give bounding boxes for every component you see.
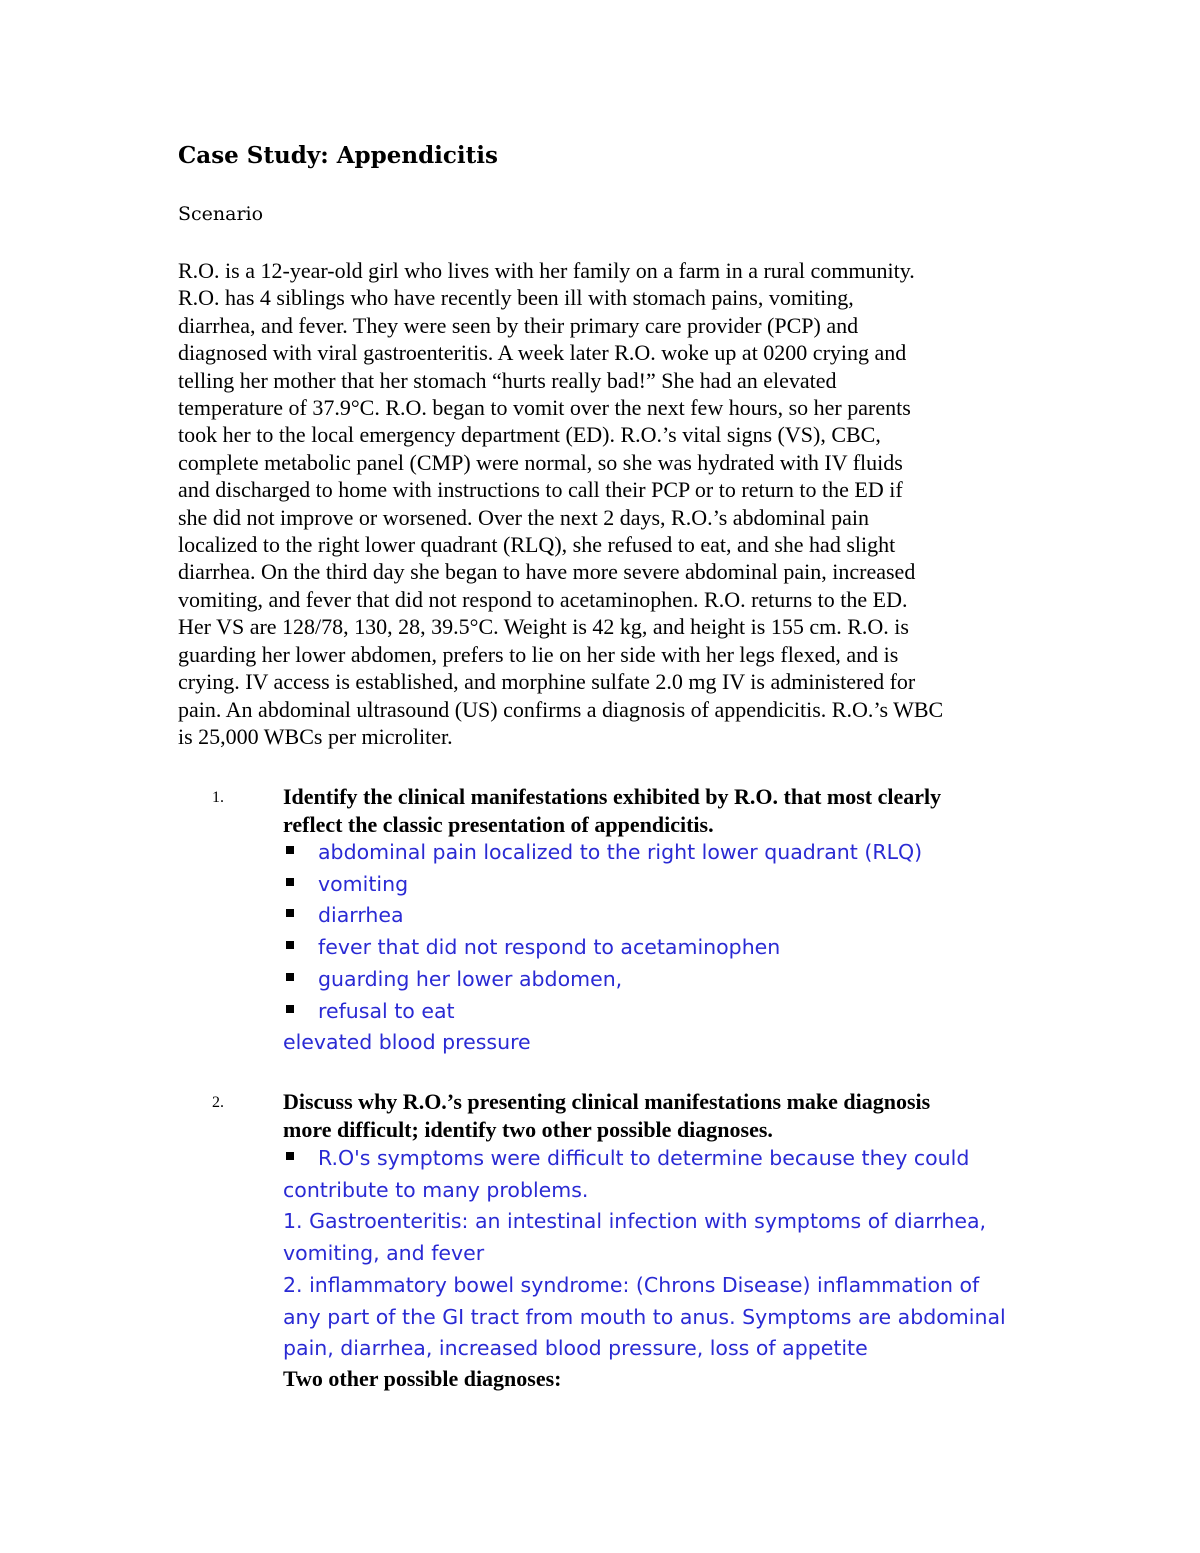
answer-extra-line: elevated blood pressure: [283, 1030, 531, 1055]
answer-bullet-item: [283, 996, 922, 1028]
scenario-line: diarrhea, and fever. They were seen by their primary care provider (PCP) and: [178, 312, 859, 338]
answer-line: vomiting, and fever: [283, 1241, 485, 1266]
question-2-trailing-label: Two other possible diagnoses:: [283, 1366, 562, 1391]
question-2-line: Discuss why R.O.’s presenting clinical manifestations make diagnosis: [283, 1089, 931, 1114]
answer-line: any part of the GI tract from mouth to anus. Symptoms are abdominal: [283, 1304, 1006, 1329]
scenario-line: complete metabolic panel (CMP) were normal, so she was hydrated with IV fluids: [178, 449, 903, 475]
scenario-line: telling her mother that her stomach “hurts really bad!” She had an elevated: [178, 367, 837, 393]
question-1-line: reflect the classic presentation of appendicitis.: [283, 811, 714, 837]
answer-text: fever that did not respond to acetaminophen: [318, 935, 781, 960]
answer-line: 1. Gastroenteritis: an intestinal infection with symptoms of diarrhea,: [283, 1209, 987, 1234]
answer-line: contribute to many problems.: [283, 1177, 589, 1202]
scenario-line: took her to the local emergency department (ED). R.O.’s vital signs (VS), CBC,: [178, 422, 881, 448]
question-1-text: [283, 783, 941, 838]
scenario-line: R.O. has 4 siblings who have recently been ill with stomach pains, vomiting,: [178, 285, 854, 311]
scenario-line: diagnosed with viral gastroenteritis. A week later R.O. woke up at 0200 crying and: [178, 340, 907, 366]
scenario-line: she did not improve or worsened. Over the next 2 days, R.O.’s abdominal pain: [178, 504, 870, 530]
answer-bullet-item: [283, 837, 922, 869]
answer-bullet-item: [283, 1143, 1006, 1175]
scenario-line: temperature of 37.9°C. R.O. began to vomit over the next few hours, so her parents: [178, 395, 911, 421]
section-label-scenario: Scenario: [178, 203, 264, 225]
document-title: Case Study: Appendicitis: [178, 142, 498, 169]
scenario-line: Her VS are 128/78, 130, 28, 39.5°C. Weight is 42 kg, and height is 155 cm. R.O. is: [178, 614, 909, 640]
question-2-text: [283, 1088, 930, 1143]
scenario-line: is 25,000 WBCs per microliter.: [178, 723, 453, 749]
scenario-line: vomiting, and fever that did not respond to acetaminophen. R.O. returns to the ED.: [178, 586, 908, 612]
answer-bullet-item: [283, 869, 922, 901]
square-bullet-icon: [286, 909, 294, 917]
answer-text: guarding her lower abdomen,: [318, 966, 623, 991]
square-bullet-icon: [286, 846, 294, 854]
scenario-paragraph: [178, 257, 1040, 750]
answer-text: refusal to eat: [318, 998, 455, 1023]
scenario-line: crying. IV access is established, and morphine sulfate 2.0 mg IV is administered for: [178, 669, 916, 695]
answer-bullet-item: [283, 900, 922, 932]
question-2-answers: [283, 1143, 1006, 1365]
square-bullet-icon: [286, 1005, 294, 1013]
answer-line: 2. inflammatory bowel syndrome: (Chrons Disease) inflammation of: [283, 1272, 980, 1297]
answer-text: R.O's symptoms were difficult to determine because they could: [318, 1146, 970, 1170]
scenario-line: pain. An abdominal ultrasound (US) confirms a diagnosis of appendicitis. R.O.’s WBC: [178, 696, 944, 722]
question-1-line: Identify the clinical manifestations exhibited by R.O. that most clearly: [283, 784, 942, 809]
square-bullet-icon: [286, 878, 294, 886]
answer-line: pain, diarrhea, increased blood pressure, loss of appetite: [283, 1336, 868, 1361]
square-bullet-icon: [286, 941, 294, 949]
scenario-line: diarrhea. On the third day she began to have more severe abdominal pain, increased: [178, 559, 916, 585]
answer-text: diarrhea: [318, 903, 404, 928]
question-1-number: 1.: [212, 789, 224, 806]
square-bullet-icon: [286, 1152, 294, 1160]
answer-bullet-item: [283, 964, 922, 996]
scenario-line: and discharged to home with instructions to call their PCP or to return to the ED if: [178, 477, 903, 503]
question-2-number: 2.: [212, 1094, 224, 1111]
answer-bullet-item: [283, 932, 922, 964]
scenario-line: R.O. is a 12-year-old girl who lives with her family on a farm in a rural community.: [178, 258, 915, 283]
scenario-line: guarding her lower abdomen, prefers to lie on her side with her legs flexed, and is: [178, 641, 899, 667]
answer-text: vomiting: [318, 871, 409, 896]
question-2-line: more difficult; identify two other possible diagnoses.: [283, 1116, 773, 1142]
scenario-line: localized to the right lower quadrant (RLQ), she refused to eat, and she had slight: [178, 532, 896, 558]
square-bullet-icon: [286, 973, 294, 981]
answer-text: abdominal pain localized to the right lower quadrant (RLQ): [318, 840, 923, 864]
question-1-answers: [283, 837, 922, 1059]
